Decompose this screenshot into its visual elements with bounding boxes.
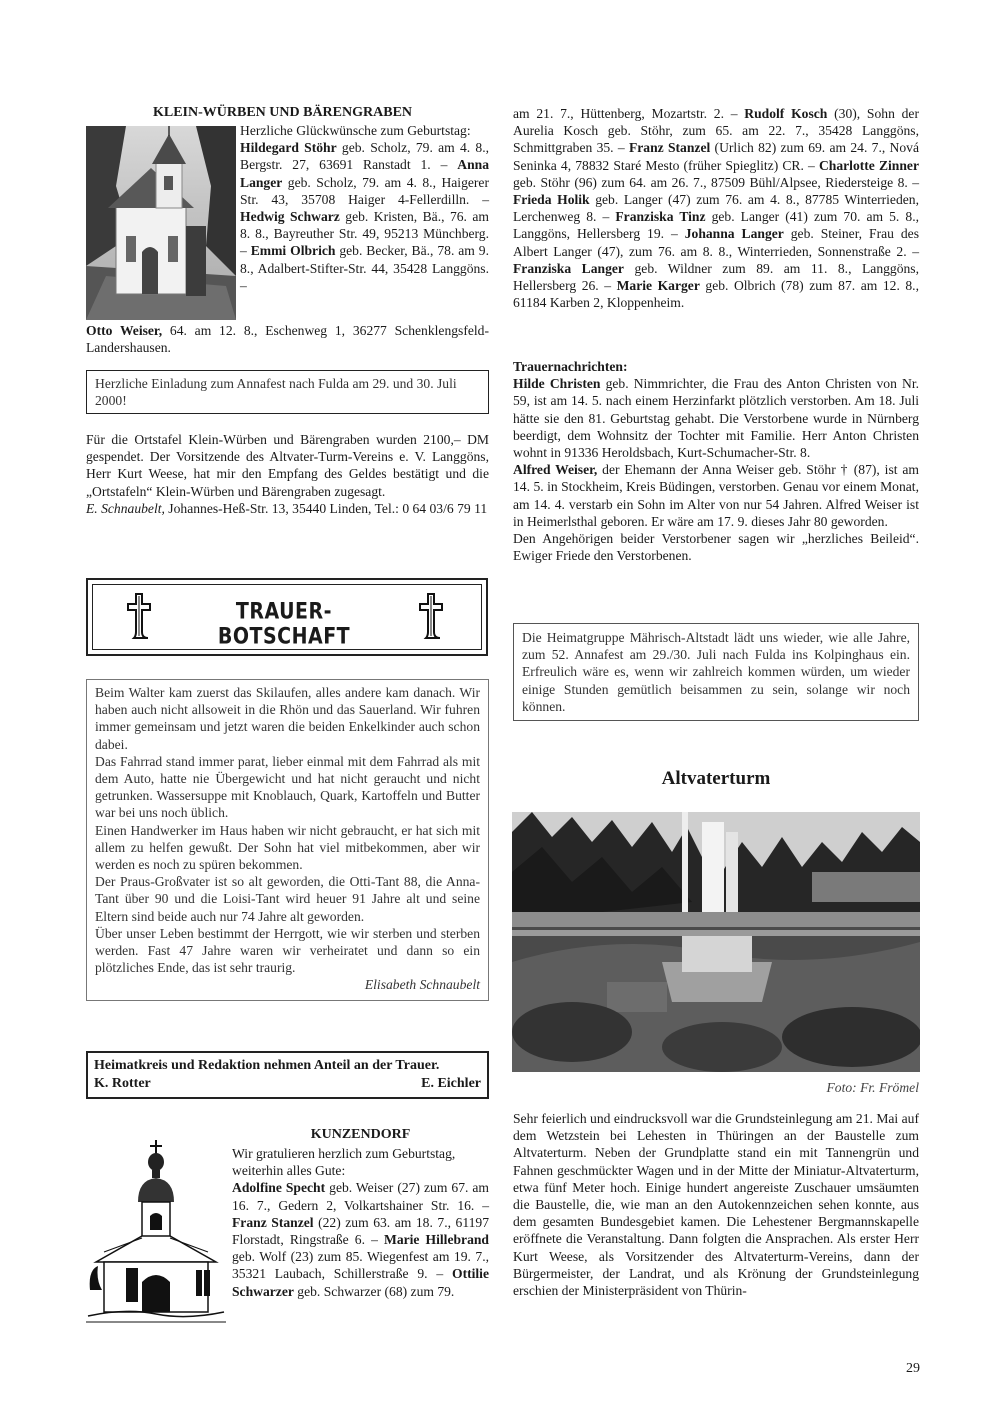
- signature: [86, 500, 489, 517]
- signature-address: Johannes-Heß-Str. 13, 35440 Linden, Tel.: 0 64 03/6 79 11: [164, 500, 488, 516]
- trauer-paragraph: Beim Walter kam zuerst das Skilaufen, alles andere kam danach. Wir haben auch nicht allsoweit in die Rhön und das Sauerland. Wir fuhren immer gemeinsam und jetzt waren die beiden Enkelkinder auch schon dabei.: [95, 685, 480, 752]
- birthday-details: (Urlich 82) zum 69. am 24. 7., Nová Seninka 4, 78832 Staré Mesto (früher Spieglitz) CR. –: [513, 140, 919, 173]
- signature-name: E. Schnaubelt,: [86, 500, 165, 516]
- birthday-name: Frieda Holik: [513, 192, 590, 208]
- kleinwuerben-intro: Herzliche Glückwünsche zum Geburtstag:: [240, 123, 471, 138]
- anteil-signer-right: E. Eichler: [421, 1076, 481, 1091]
- invite-box: Herzliche Einladung zum Annafest nach Fulda am 29. und 30. Juli 2000!: [86, 370, 489, 414]
- anteil-text: Heimatkreis und Redaktion nehmen Anteil an der Trauer.: [94, 1058, 440, 1073]
- photo-caption: Foto: Fr. Frömel: [826, 1080, 919, 1095]
- altvaterturm-paragraph: Sehr feierlich und eindrucksvoll war die Grundsteinlegung am 21. Mai auf dem Wetzstein bei Lehesten in Thüringen an der Baustelle zum Altvaterturm. Neben der Grundplatte stand ein mit Tannengrün und Fahnen geschmückter Wagen und in der Mitte der Miniatur-Altvaterturm, etwa fünf Meter hoch. Einige hundert angereiste Zuschauer umsäumten die Baustelle, die, wie man an den Autokennzeichen sehen konnte, aus dem gesamten Bundesgebiet kamen. Die Lehestener Bergmannskapelle eröffnete die Veranstaltung. Dann folgten die Ansprachen. Als erster Herr Kurt Weese, als Vorsitzender des Altvaterturm-Vereins, dann der Bürgermeister, der Landrat, und als Krönung der Grundsteinlegung erschien der Ministerpräsident von Thürin-: [513, 1111, 919, 1299]
- altvaterturm-text: [513, 1110, 919, 1299]
- birthday-name: Rudolf Kosch: [744, 106, 828, 121]
- birthday-name: Hedwig Schwarz: [240, 209, 340, 225]
- birthday-details: (22) zum 63. am 18. 7., 61197 Florstadt, Ringstraße 6. –: [232, 1214, 489, 1248]
- birthday-details: geb. Weiser (27) zum 67. am 16. 7., Gedern 2, Volkartshainer Str. 16. –: [232, 1180, 489, 1213]
- birthday-details: geb. Becker, Bä., 78. am 9. 8., Adalbert-Stifter-Str. 44, 35428 Langgöns. –: [240, 243, 489, 293]
- heimatgruppe-box: Die Heimatgruppe Mährisch-Altstadt lädt uns wieder, wie alle Jahre, zum 52. Annafest am 29./30. Juli nach Fulda ins Kolpinghaus ein. Erfreulich wäre es, wenn wir zahlreich kommen würden, um wieder einige Stunden gemütlich beisammen zu sein, solange wir noch können.: [513, 623, 919, 721]
- birthday-name: Marie Karger: [616, 278, 700, 294]
- kunzendorf-intro: Wir gratulieren herzlich zum Geburtstag, weiterhin alles Gute:: [232, 1146, 456, 1179]
- birthday-details: geb. Olbrich (78) zum 87. am 12. 8., 61184 Karben 2, Kloppenheim.: [513, 278, 919, 311]
- birthday-details: geb. Langer (47) zum 76. am 4. 8., 87785 Winterrieden, Lerchenweg 8. –: [513, 192, 919, 225]
- obituary-text: geb. Nimmrichter, die Frau des Anton Christen von Nr. 59, ist am 14. 5. nach einem Herzinfarkt plötzlich verstorben. Am 18. Juli hätte sie den 81. Geburtstag gehabt. Die Verstorbene wurde in Nürnberg beerdigt, dem Wohnsitz der Tochter mit Familie. Herr Anton Christen wohnt in 91336 Heroldsbach, Kurt-Schumacher-Str. 8.: [513, 376, 919, 461]
- trauer-text-box: [86, 679, 489, 1001]
- obituary-text: der Ehemann der Anna Weiser geb. Stöhr † (87), ist am 14. 5. in Stockheim, Kreis Büdingen, verstorben. Genau vor einem Monat, am 14. 4. verstarb ein Sohn im Alter von nur 54 Jahren. Alfred Weiser ist in Heimerlsthal geboren. Er wäre am 17. 9. dieses Jahr 80 geworden.: [513, 462, 919, 529]
- birthday-details: geb. Schwarzer (68) zum 79.: [293, 1283, 455, 1299]
- cross-icon: [126, 592, 152, 640]
- trauer-paragraph: Der Praus-Großvater ist so alt geworden, die Otti-Tant 88, die Anna-Tant über 90 und die Loisi-Tant wird heuer 91 Jahre alt und seine Eltern sind beide auch nur 74 Jahre alt geworden.: [95, 874, 480, 924]
- birthday-details: geb. Langer (41) zum 70. am 5. 8., Langgöns, Hellersberg 19. –: [513, 209, 919, 242]
- kleinwuerben-text-beside: [240, 122, 489, 294]
- birthday-details: geb. Kristen, Bä., 76. am 8. 8., Bayreuther Str. 49, 95213 Münchberg. –: [240, 209, 489, 259]
- cross-icon: [418, 592, 444, 640]
- birthday-name: Charlotte Zinner: [818, 157, 919, 173]
- trauer-botschaft-banner: [86, 578, 488, 656]
- birthday-details: geb. Stöhr (96) zum 64. am 26. 7., 87509 Bühl/Alpsee, Riedersteige 8. –: [513, 174, 919, 190]
- condolence-text: Den Angehörigen beider Verstorbener sagen wir „herzliches Beileid“. Ewiger Friede den Verstorbenen.: [513, 531, 919, 564]
- trauernachrichten-section: [513, 358, 919, 564]
- birthday-details: geb. Steiner, Frau des Albert Langer (47), zum 76. am 8. 8., Winterrieden, Sonnenstraße 2. –: [513, 226, 919, 259]
- trauer-paragraph: Das Fahrrad stand immer parat, lieber einmal mit dem Fahrrad als mit dem Auto, hatte nie Übergewicht und hat nicht geraucht und nicht getrunken. Wassersuppe mit Knoblauch, Quark, Kartoffeln und Butter war bei uns noch üblich.: [95, 753, 480, 821]
- birthday-name: Franziska Tinz: [615, 209, 706, 225]
- birthday-details: geb. Wolf (23) zum 85. Wiegenfest am 19. 7., 35321 Laubach, Schillerstraße 9. –: [232, 1249, 489, 1282]
- birthday-details: geb. Scholz, 79. am 4. 8., Haigerer Str. 43, 35708 Haiger 4-Fellerdilln. –: [240, 174, 489, 207]
- kleinwuerben-text-full: [86, 322, 489, 356]
- deceased-name: Hilde Christen: [513, 376, 601, 392]
- birthday-name: Hildegard Stöhr: [240, 140, 337, 156]
- birthday-name: Ottilie Schwarzer: [232, 1266, 489, 1299]
- birthday-name: Otto Weiser,: [86, 323, 163, 338]
- birthday-details: geb. Wildner zum 89. am 11. 8., Langgöns, Hellersberg 26. –: [513, 260, 919, 294]
- page-number: 29: [906, 1361, 920, 1376]
- altvaterturm-heading: Altvaterturm: [661, 768, 771, 789]
- birthday-name: Franz Stanzel: [232, 1214, 314, 1230]
- birthday-name: Franziska Langer: [513, 260, 624, 276]
- birthday-name: Adolfine Specht: [232, 1180, 326, 1196]
- kunzendorf-text-beside: [232, 1145, 489, 1300]
- birthday-name: Franz Stanzel: [628, 140, 711, 156]
- birthday-details: (30), Sohn der Aurelia Kosch geb. Stöhr, zum 65. am 22. 7., 35428 Langgöns, Schmittgraben 35. –: [513, 106, 919, 156]
- church-drawing: [86, 1140, 226, 1325]
- altvaterturm-photo: [512, 812, 920, 1072]
- trauer-paragraph: Einen Handwerker im Haus haben wir nicht gebraucht, er hat sich mit allem zu helfen gewußt. Der Sohn hat viel mitbekommen, aber wir werden es noch zu spüren bekommen.: [95, 822, 480, 873]
- kleinwuerben-heading: KLEIN-WÜRBEN UND BÄRENGRABEN: [152, 105, 413, 120]
- chapel-photo: [86, 126, 236, 320]
- trauer-author: Elisabeth Schnaubelt: [364, 977, 480, 993]
- birthday-name: Emmi Olbrich: [250, 243, 336, 259]
- ortstafel-paragraph: [86, 431, 489, 517]
- trauer-paragraph: Über unser Leben bestimmt der Herrgott, wie wir sterben und sterben werden. Fast 47 Jahre waren wir verheiratet und dann so ein plötzliches Ende, das ist sehr traurig.: [95, 925, 480, 976]
- trauernachrichten-heading: Trauernachrichten:: [513, 359, 628, 374]
- birthday-details: am 21. 7., Hüttenberg, Mozartstr. 2. –: [513, 106, 745, 121]
- anteil-box: [86, 1051, 489, 1099]
- kleinwuerben-entries: [240, 139, 489, 294]
- anteil-signer-left: K. Rotter: [94, 1076, 151, 1091]
- birthday-details: 64. am 12. 8., Eschenweg 1, 36277 Schenklengsfeld-Landershausen.: [86, 323, 489, 356]
- birthday-name: Anna Langer: [240, 157, 489, 190]
- deceased-name: Alfred Weiser,: [513, 462, 598, 478]
- kunzendorf-heading: KUNZENDORF: [310, 1127, 411, 1142]
- ortstafel-text: Für die Ortstafel Klein-Würben und Bärengraben wurden 2100,– DM gespendet. Der Vorsitzende des Altvater-Turm-Vereins e. V. Langgöns, Herr Kurt Weese, hat mir den Empfang des Geldes bestätigt und die „Ortstafeln“ Klein-Würben und Bärengraben zugesagt.: [86, 432, 489, 499]
- birthday-name: Johanna Langer: [684, 226, 784, 242]
- birthday-details: geb. Scholz, 79. am 4. 8., Bergstr. 27, 63691 Ranstadt 1. –: [240, 140, 490, 173]
- birthday-name: Marie Hillebrand: [383, 1232, 489, 1248]
- right-birthday-list: [513, 105, 919, 311]
- trauer-botschaft-title: TRAUER-BOTSCHAFT: [217, 598, 351, 650]
